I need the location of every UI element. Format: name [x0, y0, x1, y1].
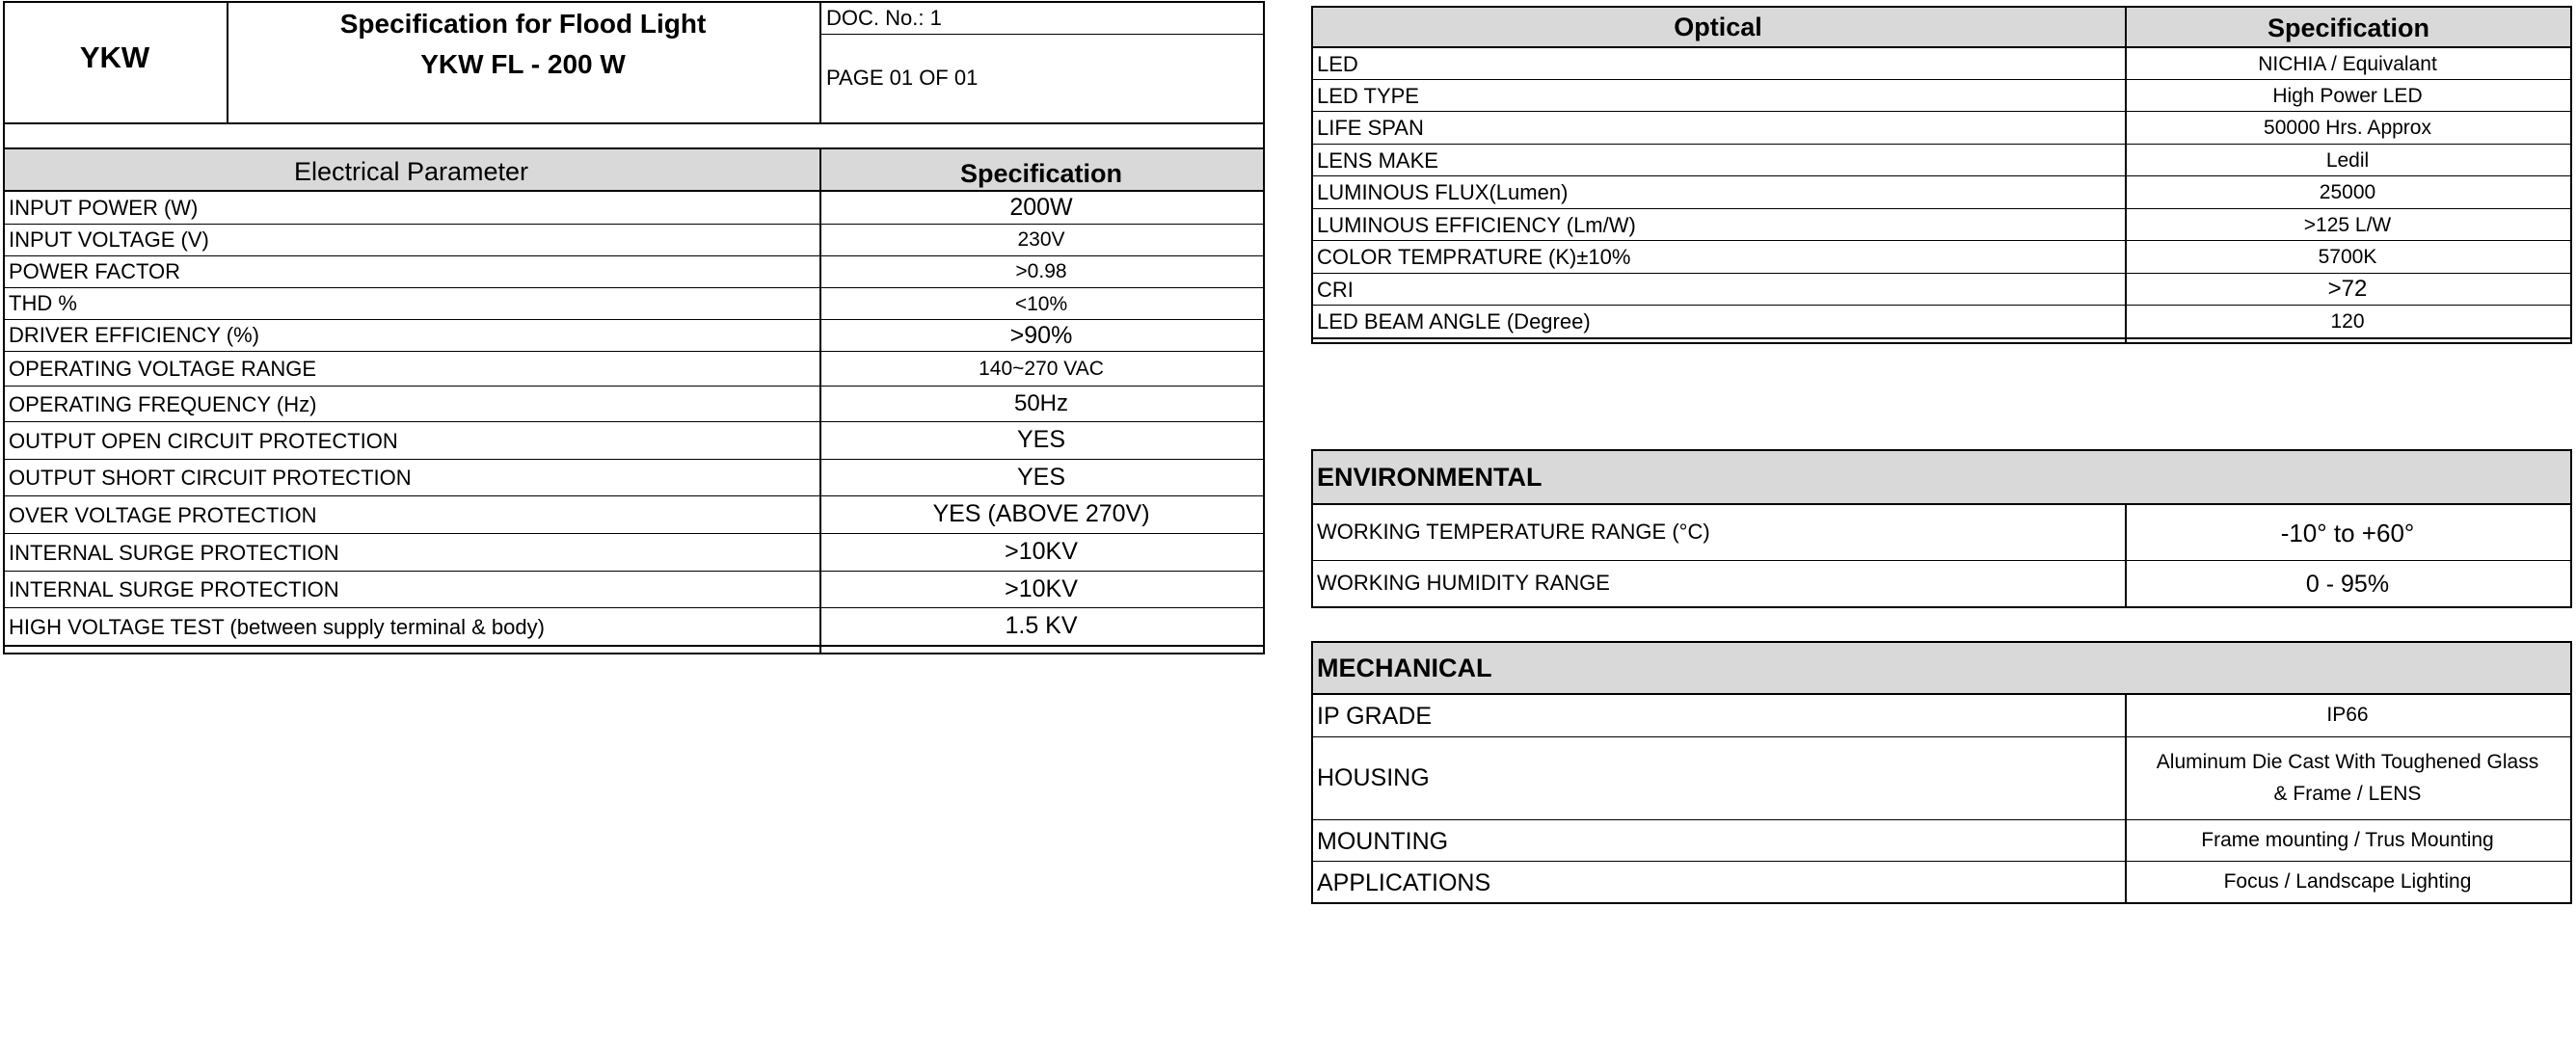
- electrical-header-spec: Specification: [959, 159, 1123, 188]
- electrical-value-cell: >90%: [1009, 322, 1073, 349]
- optical-param-cell: LENS MAKE: [1317, 148, 1438, 173]
- page-number: PAGE 01 OF 01: [826, 66, 979, 90]
- optical-value-cell: 5700K: [2318, 246, 2377, 268]
- optical-value-cell: 120: [2330, 310, 2365, 333]
- mechanical-value-cell: IP66: [2326, 704, 2369, 726]
- optical-param-cell: LED: [1317, 52, 1358, 76]
- optical-value-cell: >125 L/W: [2303, 214, 2392, 236]
- optical-value-cell: NICHIA / Equivalant: [2258, 53, 2437, 75]
- optical-header-param: Optical: [1674, 13, 1762, 41]
- electrical-value-cell: >10KV: [1005, 538, 1078, 565]
- electrical-value-cell: 50Hz: [1013, 390, 1069, 416]
- environmental-value-cell: 0 - 95%: [2305, 571, 2390, 598]
- doc-title-line1: Specification for Flood Light: [339, 9, 707, 39]
- electrical-value-cell: YES: [1016, 426, 1066, 453]
- optical-param-cell: COLOR TEMPRATURE (K)±10%: [1317, 245, 1631, 269]
- electrical-param-cell: HIGH VOLTAGE TEST (between supply terminal & body): [9, 615, 545, 639]
- environmental-param-cell: WORKING HUMIDITY RANGE: [1317, 571, 1610, 595]
- mechanical-param-cell: APPLICATIONS: [1317, 869, 1491, 896]
- optical-param-cell: LUMINOUS FLUX(Lumen): [1317, 180, 1569, 204]
- optical-value-cell: Ledil: [2325, 149, 2370, 172]
- optical-param-cell: LIFE SPAN: [1317, 116, 1424, 140]
- electrical-value-cell: >0.98: [1015, 260, 1067, 282]
- electrical-param-cell: THD %: [9, 291, 77, 315]
- electrical-value-cell: 200W: [1009, 194, 1073, 221]
- mechanical-value-cell: Focus / Landscape Lighting: [2223, 870, 2472, 893]
- electrical-value-cell: 140~270 VAC: [979, 358, 1104, 380]
- mechanical-param-cell: IP GRADE: [1317, 703, 1433, 730]
- electrical-value-cell: >10KV: [1005, 575, 1078, 602]
- mechanical-title: MECHANICAL: [1317, 654, 1492, 682]
- electrical-header-param: Electrical Parameter: [293, 157, 529, 186]
- optical-param-cell: LUMINOUS EFFICIENCY (Lm/W): [1317, 213, 1636, 237]
- electrical-param-cell: OPERATING VOLTAGE RANGE: [9, 357, 317, 381]
- electrical-param-cell: OPERATING FREQUENCY (Hz): [9, 392, 317, 416]
- electrical-value-cell: 1.5 KV: [1005, 612, 1078, 639]
- environmental-value-cell: -10° to +60°: [2280, 519, 2415, 547]
- environmental-title: ENVIRONMENTAL: [1317, 463, 1543, 492]
- company-name: YKW: [79, 40, 150, 74]
- electrical-value-cell: YES: [1016, 464, 1066, 491]
- electrical-param-cell: INPUT VOLTAGE (V): [9, 227, 209, 252]
- electrical-param-cell: INPUT POWER (W): [9, 196, 199, 220]
- electrical-param-cell: POWER FACTOR: [9, 259, 181, 283]
- mechanical-param-cell: HOUSING: [1317, 764, 1430, 791]
- optical-header-spec: Specification: [2267, 13, 2430, 42]
- doc-title-line2: YKW FL - 200 W: [420, 49, 626, 79]
- electrical-param-cell: DRIVER EFFICIENCY (%): [9, 323, 259, 347]
- electrical-param-cell: OUTPUT OPEN CIRCUIT PROTECTION: [9, 429, 398, 453]
- optical-value-cell: >72: [2327, 276, 2368, 302]
- optical-value-cell: 25000: [2319, 181, 2376, 203]
- electrical-value-cell: YES (ABOVE 270V): [932, 500, 1150, 527]
- optical-param-cell: LED BEAM ANGLE (Degree): [1317, 309, 1591, 334]
- optical-param-cell: LED TYPE: [1317, 84, 1419, 108]
- electrical-value-cell: 230V: [1017, 228, 1065, 251]
- doc-number: DOC. No.: 1: [826, 6, 942, 30]
- electrical-param-cell: INTERNAL SURGE PROTECTION: [9, 541, 339, 565]
- electrical-value-cell: <10%: [1014, 293, 1068, 315]
- electrical-param-cell: INTERNAL SURGE PROTECTION: [9, 577, 339, 601]
- mechanical-value-cell-line2: & Frame / LENS: [2273, 783, 2422, 805]
- electrical-param-cell: OUTPUT SHORT CIRCUIT PROTECTION: [9, 466, 412, 490]
- optical-param-cell: CRI: [1317, 278, 1354, 302]
- mechanical-param-cell: MOUNTING: [1317, 828, 1449, 855]
- optical-value-cell: High Power LED: [2272, 85, 2423, 107]
- optical-value-cell: 50000 Hrs. Approx: [2264, 117, 2431, 139]
- environmental-param-cell: WORKING TEMPERATURE RANGE (°C): [1317, 520, 1710, 544]
- mechanical-value-cell: Frame mounting / Trus Mounting: [2201, 829, 2494, 851]
- mechanical-value-cell-line1: Aluminum Die Cast With Toughened Glass: [2156, 751, 2539, 773]
- electrical-param-cell: OVER VOLTAGE PROTECTION: [9, 503, 317, 527]
